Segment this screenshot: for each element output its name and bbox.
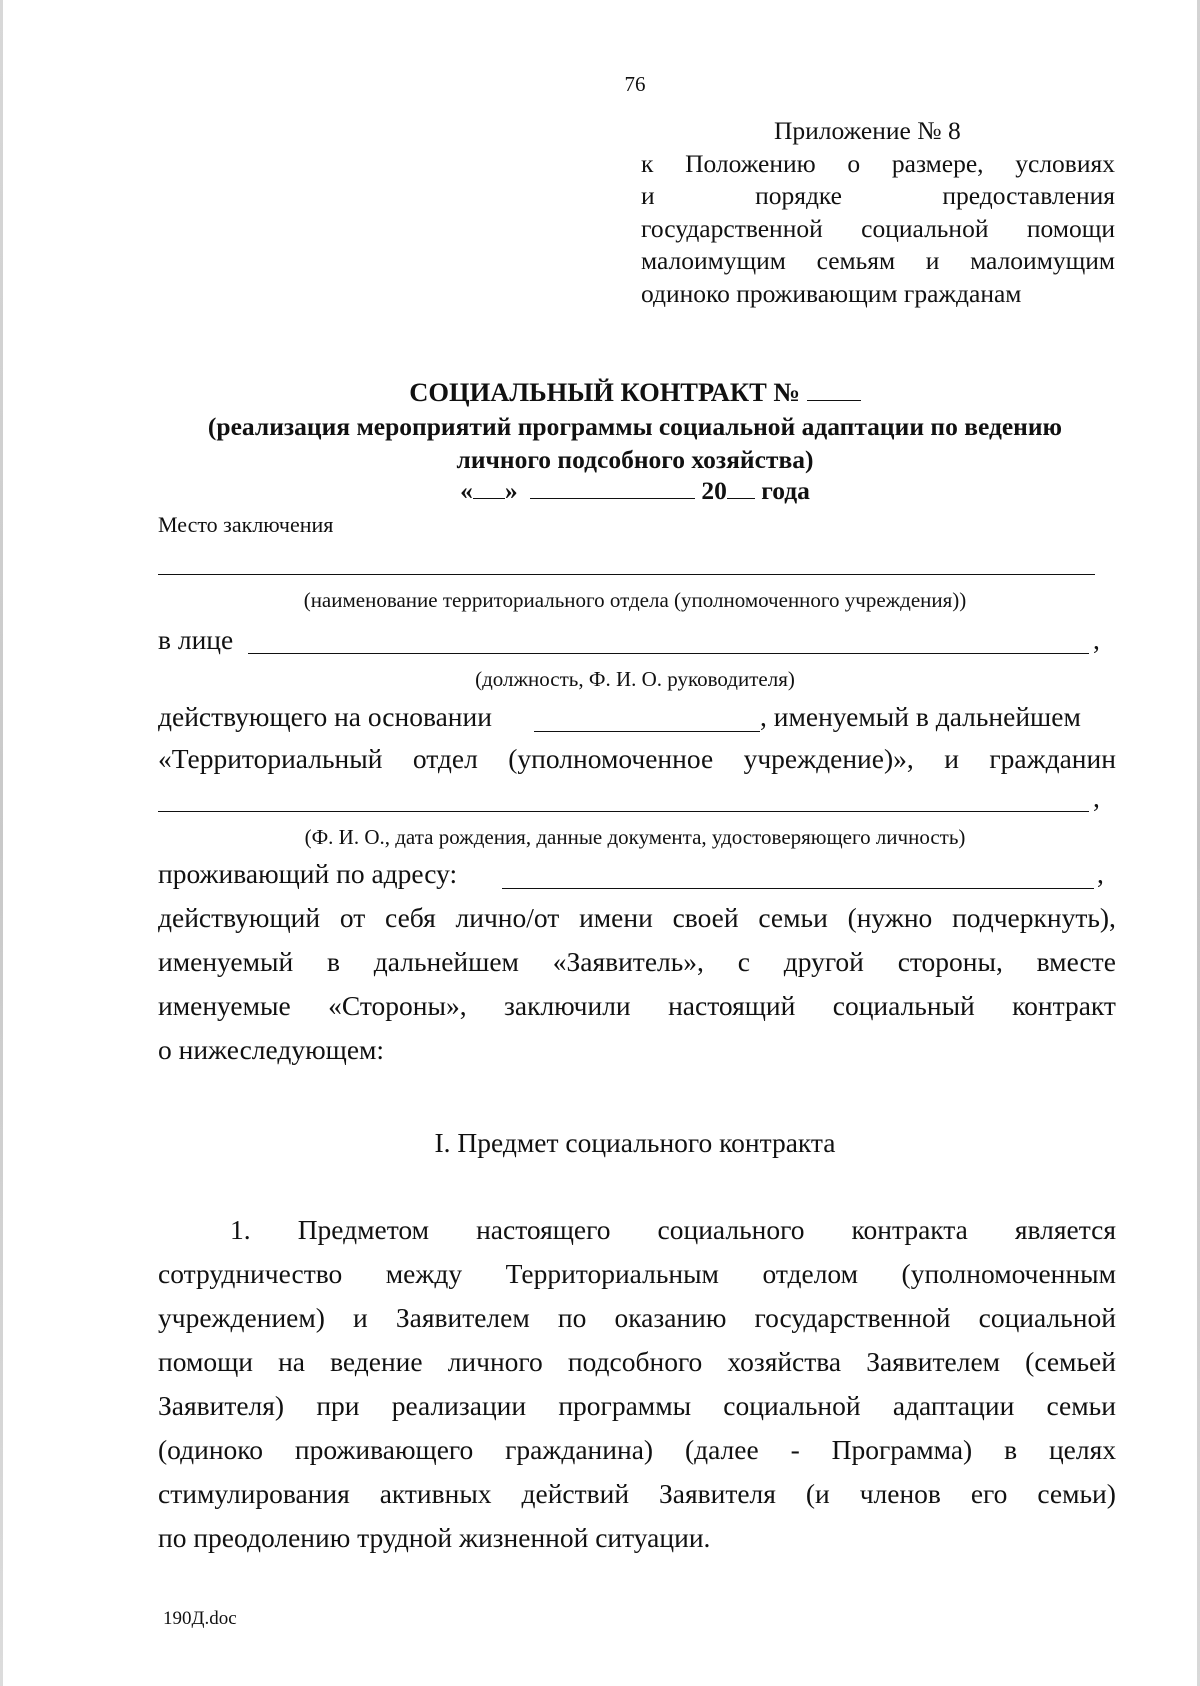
contract-subtitle-line-1: (реализация мероприятий программы социальной адаптации по ведению (207, 412, 1063, 441)
word: и (944, 743, 959, 774)
word: подчеркнуть), (952, 902, 1116, 933)
annex-word: о (847, 148, 861, 178)
annex-word: Положению (685, 148, 816, 178)
body-line-8 (158, 1522, 1116, 1554)
word: семьи (758, 902, 828, 933)
annex-word: малоимущим (641, 246, 786, 275)
annex-line (641, 278, 1115, 311)
contract-title-text: СОЦИАЛЬНЫЙ КОНТРАКТ № (409, 377, 801, 407)
annex-lines (641, 148, 1115, 311)
date-quote-open: « (460, 476, 473, 505)
word: настоящий (668, 990, 796, 1021)
body-line-7 (158, 1478, 1116, 1510)
word: (семьей (1025, 1346, 1116, 1377)
contract-title (0, 377, 1200, 408)
annex-word: условиях (1015, 148, 1115, 178)
word: по (557, 1302, 587, 1333)
word: гражданин (989, 743, 1116, 774)
word: себя (385, 902, 436, 933)
date-year-prefix: 20 (701, 476, 727, 505)
word: программы (558, 1390, 692, 1421)
date-month-blank (530, 498, 695, 499)
word: «Территориальный (158, 743, 383, 774)
word: целях (1048, 1434, 1116, 1465)
word: стороны, (897, 946, 1003, 977)
word: Территориальным (505, 1258, 719, 1289)
annex-word: и (925, 246, 940, 275)
caption-head: (должность, Ф. И. О. руководителя) (475, 667, 795, 691)
word: именуемые (158, 990, 291, 1021)
word: Программа) (831, 1434, 973, 1465)
word: своей (672, 902, 739, 933)
address-comma: , (1097, 858, 1104, 889)
annex-word: размере, (891, 148, 984, 178)
named-suffix: , именуемый в дальнейшем (760, 701, 1081, 732)
word: лично/от (455, 902, 560, 933)
word: Заявителя (659, 1478, 776, 1509)
body-line-6 (158, 1434, 1116, 1466)
citizen-comma: , (1093, 782, 1100, 813)
word: подсобного (567, 1346, 703, 1377)
word: хозяйства (727, 1346, 842, 1377)
annex-line (641, 180, 1115, 213)
word: Заявителя) (158, 1390, 285, 1421)
address-line (502, 888, 1094, 889)
word: с (737, 946, 750, 977)
word: имени (579, 902, 653, 933)
word: семьи) (1037, 1478, 1116, 1509)
word: действий (521, 1478, 630, 1509)
word: при (316, 1390, 360, 1421)
date-quote-close: » (504, 476, 518, 505)
annex-line (641, 148, 1115, 181)
word: семьи (1046, 1390, 1116, 1421)
word: и (353, 1302, 368, 1333)
word: гражданина) (505, 1434, 654, 1465)
word: (уполномоченное (508, 743, 714, 774)
word: личного (447, 1346, 543, 1377)
page-number: 76 (624, 72, 646, 96)
word: государственной (754, 1302, 951, 1333)
place-line (158, 574, 1095, 575)
acting-label: действующего на основании (158, 701, 492, 732)
annex-word: семьям (816, 246, 896, 275)
contract-subtitle-line-2: личного подсобного хозяйства) (456, 445, 814, 474)
word: действующий (158, 902, 321, 933)
word: отделом (762, 1258, 859, 1289)
in-person-comma: , (1093, 624, 1100, 655)
annex-word: социальной (861, 213, 989, 243)
place-label: Место заключения (158, 512, 334, 537)
word: оказанию (614, 1302, 727, 1333)
annex-title: Приложение № 8 (774, 116, 961, 145)
word: между (385, 1258, 463, 1289)
word: отдел (412, 743, 478, 774)
date-year-blank (727, 498, 755, 499)
word: контракт (1012, 990, 1116, 1021)
word: контракта (851, 1214, 968, 1245)
word: «Заявитель», (552, 946, 704, 977)
contract-number-blank (807, 400, 861, 401)
body-line-5 (158, 1390, 1116, 1422)
intro-line-2 (158, 902, 1116, 934)
intro-line-1 (158, 743, 1116, 775)
in-person-line (248, 653, 1089, 654)
word: активных (379, 1478, 492, 1509)
intro-line-3 (158, 946, 1116, 978)
word: по преодолению трудной жизненной ситуации. (158, 1522, 711, 1553)
in-person-label: в лице (158, 624, 234, 655)
word: реализации (391, 1390, 527, 1421)
annex-line (641, 213, 1115, 246)
word: учреждение)», (743, 743, 914, 774)
word: в (1004, 1434, 1018, 1465)
word: ведение (330, 1346, 423, 1377)
word: Заявителем (395, 1302, 530, 1333)
annex-line (641, 245, 1115, 278)
word: его (970, 1478, 1008, 1509)
word: (далее (684, 1434, 759, 1465)
annex-word: одиноко проживающим гражданам (641, 278, 1022, 308)
word: от (339, 902, 366, 933)
annex-word: и (641, 181, 655, 210)
annex-block (641, 115, 1115, 310)
word: социальный (832, 990, 975, 1021)
word: - (790, 1434, 800, 1465)
acting-basis-line (534, 731, 760, 732)
word: адаптации (892, 1390, 1015, 1421)
body-line-2 (158, 1258, 1116, 1290)
word: 1. (230, 1214, 251, 1245)
word: именуемый (158, 946, 294, 977)
word: в (327, 946, 341, 977)
word: (одиноко (158, 1434, 264, 1465)
date-suffix: года (761, 476, 810, 505)
annex-word: малоимущим (970, 246, 1115, 275)
annex-word: к (641, 148, 654, 178)
date-day-blank (473, 498, 505, 499)
word: социального (657, 1214, 805, 1245)
word: членов (859, 1478, 941, 1509)
caption-citizen: (Ф. И. О., дата рождения, данные документа, удостоверяющего личность) (304, 825, 966, 849)
word: сотрудничество (158, 1258, 343, 1289)
intro-line-4 (158, 990, 1116, 1022)
word: (нужно (847, 902, 933, 933)
word: Заявителем (866, 1346, 1001, 1377)
annex-word: государственной (641, 213, 823, 243)
word: социальной (978, 1302, 1116, 1333)
word: проживающего (294, 1434, 474, 1465)
body-line-3 (158, 1302, 1116, 1334)
contract-date (0, 476, 1200, 506)
word: (уполномоченным (901, 1258, 1116, 1289)
annex-word: помощи (1026, 213, 1115, 243)
footer-filename: 190Д.doc (163, 1608, 237, 1629)
annex-word: порядке (755, 181, 842, 210)
word: социальной (723, 1390, 861, 1421)
word: помощи (158, 1346, 253, 1377)
body-line-4 (158, 1346, 1116, 1378)
word: заключили (504, 990, 631, 1021)
word: стимулирования (158, 1478, 350, 1509)
word: (и (805, 1478, 830, 1509)
word: является (1014, 1214, 1116, 1245)
word: на (278, 1346, 306, 1377)
word: другой (783, 946, 864, 977)
word: о нижеследующем: (158, 1034, 385, 1065)
word: Предметом (297, 1214, 430, 1245)
citizen-line (158, 811, 1089, 812)
word: дальнейшем (373, 946, 519, 977)
body-line-1 (230, 1214, 1116, 1246)
annex-word: предоставления (942, 181, 1115, 210)
section-title: I. Предмет социального контракта (434, 1127, 836, 1158)
word: вместе (1036, 946, 1116, 977)
word: учреждением) (158, 1302, 325, 1333)
word: «Стороны», (328, 990, 467, 1021)
caption-org: (наименование территориального отдела (уполномоченного учреждения)) (303, 588, 967, 612)
address-label: проживающий по адресу: (158, 858, 458, 889)
intro-line-5 (158, 1034, 1116, 1066)
word: настоящего (476, 1214, 611, 1245)
